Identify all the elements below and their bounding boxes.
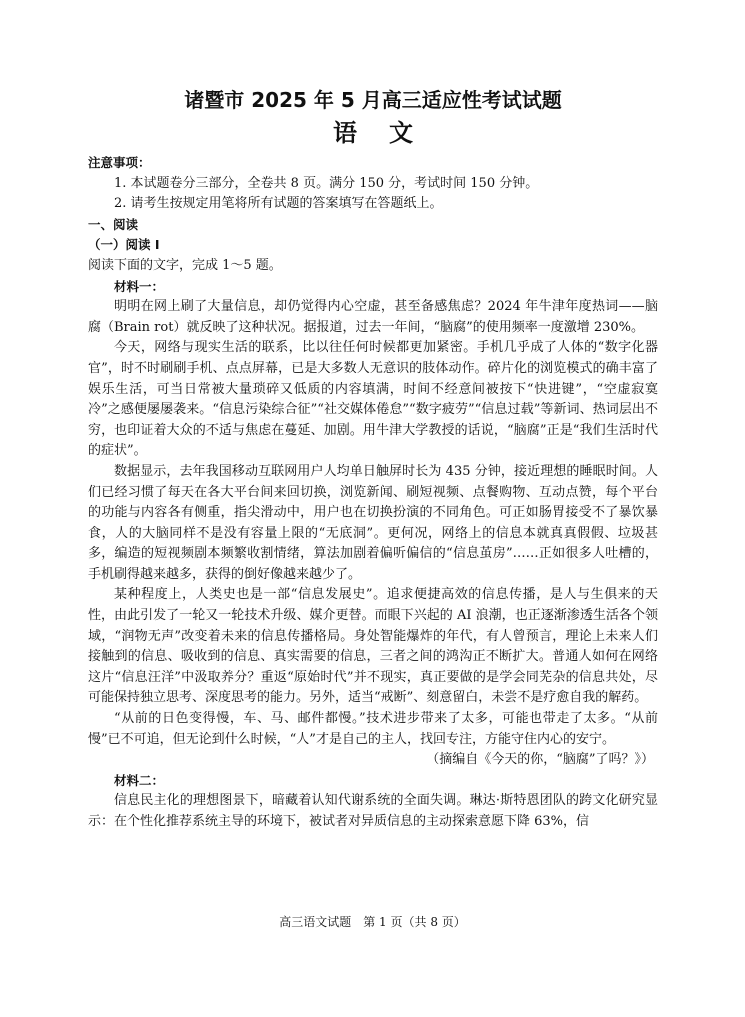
section-instruction: 阅读下面的文字，完成 1～5 题。	[88, 257, 282, 273]
section-subheading: （一）阅读 I	[88, 237, 160, 253]
material1-paragraph-3: 数据显示，去年我国移动互联网用户人均单日触屏时长为 435 分钟，接近理想的睡眠时间。人们已经习惯了每天在各大平台间来回切换，浏览新闻、刷短视频、点餐购物、互动点赞，每个平台的功能与内容各有侧重，指尖滑动中，用户也在切换扮演的不同角色。可正如肠胃接受不了暴饮暴食，人的大脑同样不是没有容量上限的“无底洞”。更何况，网络上的信息本就真真假假、垃圾甚多，编造的短视频剧本频繁收割情绪，算法加剧着偏听偏信的“信息茧房”……正如很多人吐槽的，手机刷得越来越多，获得的倒好像越来越少了。	[88, 463, 658, 582]
material2-label: 材料二：	[114, 772, 165, 788]
material2-paragraph-1: 信息民主化的理想图景下，暗藏着认知代谢系统的全面失调。琳达·斯特恩团队的跨文化研究显示：在个性化推荐系统主导的环境下，被试者对异质信息的主动探索意愿下降 63%，信	[88, 793, 658, 829]
notice-item-2: 2. 请考生按规定用笔将所有试题的答案填写在答题纸上。	[114, 196, 443, 212]
notice-heading: 注意事项：	[88, 155, 151, 170]
material1-paragraph-5: “从前的日色变得慢，车、马、邮件都慢。”技术进步带来了太多，可能也带走了太多。“从前慢”已不可追，但无论到什么时候，“人”才是自己的主人，找回专注，方能守住内心的安宁。	[88, 711, 658, 747]
material1-source: （摘编自《今天的你，“脑腐”了吗？》）	[426, 752, 654, 768]
material1-paragraph-4: 某种程度上，人类史也是一部“信息发展史”。追求便捷高效的信息传播，是人与生俱来的天性，由此引发了一轮又一轮技术升级、媒介更替。而眼下兴起的 AI 浪潮，也正逐渐渗透生活各个领域，“润物无声”改变着未来的信息传播格局。身处智能爆炸的年代，有人曾预言，理论上未来人们接触到的信息、吸收到的信息、真实需要的信息，三者之间的鸿沟正不断扩大。普通人如何在网络这片“信息汪洋”中汲取养分？重返“原始时代”并不现实，真正要做的是学会同芜杂的信息共处，尽可能保持独立思考、深度思考的能力。另外，适当“戒断”、刻意留白，未尝不是疗愈自我的解药。	[88, 587, 658, 706]
exam-title: 诸暨市 2025 年 5 月高三适应性考试试题	[184, 88, 562, 112]
material1-paragraph-2: 今天，网络与现实生活的联系，比以往任何时候都更加紧密。手机几乎成了人体的“数字化器官”，时不时刷刷手机、点点屏幕，已是大多数人无意识的肢体动作。碎片化的浏览模式的确丰富了娱乐生活，可当日常被大量琐碎又低质的内容填满，时间不经意间被按下“快进键”，“空虚寂寞冷”之感便屡屡袭来。“信息污染综合征”“社交媒体倦怠”“数字疲劳”“信息过载”等新词、热词层出不穷，也印证着大众的不适与焦虑在蔓延、加剧。用牛津大学教授的话说，“脑腐”正是“我们生活时代的症状”。	[88, 340, 658, 459]
material1-paragraph-1: 明明在网上刷了大量信息，却仍觉得内心空虚，甚至备感焦虑？2024 年牛津年度热词——脑腐（Brain rot）就反映了这种状况。据报道，过去一年间，“脑腐”的使用频率一度激增 230%。	[88, 299, 658, 335]
section-heading: 一、阅读	[88, 216, 139, 232]
page-footer: 高三语文试题 第 1 页（共 8 页）	[279, 915, 466, 929]
notice-item-1: 1. 本试题卷分三部分，全卷共 8 页。满分 150 分，考试时间 150 分钟。	[114, 175, 539, 191]
material1-label: 材料一：	[114, 278, 165, 294]
exam-subject: 语文	[333, 118, 445, 147]
